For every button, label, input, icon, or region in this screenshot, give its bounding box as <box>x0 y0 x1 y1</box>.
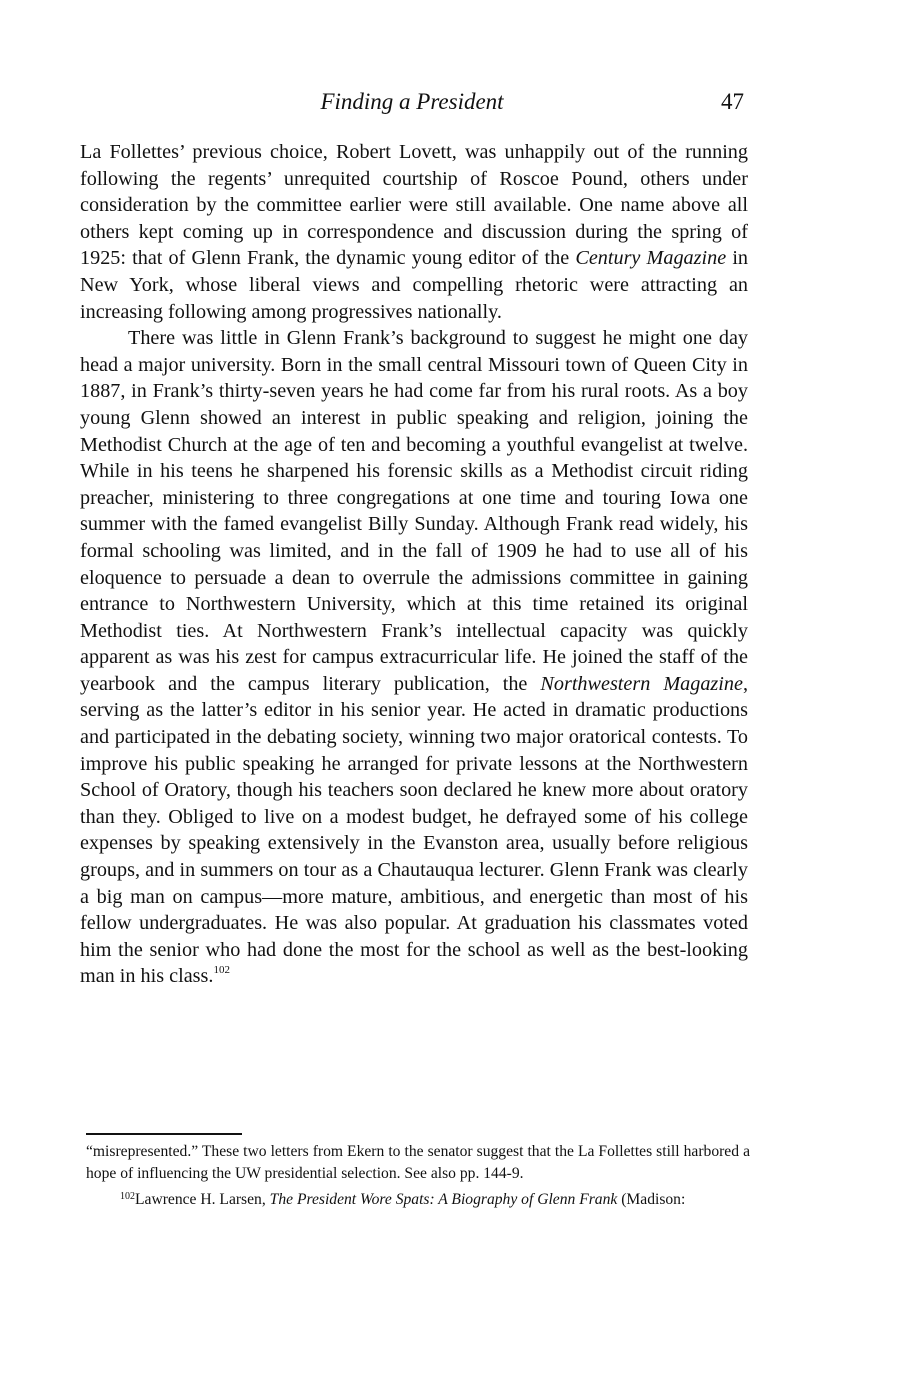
paragraph-1 <box>80 139 748 325</box>
body-text <box>80 139 748 990</box>
footnote-102 <box>86 1189 750 1211</box>
footnotes <box>86 1141 750 1211</box>
magazine-title-century: Century Magazine <box>575 247 727 270</box>
paragraph-1-end: in New York, whose liberal views and compelling rhetoric were attracting an increasing following among progressives nationally. <box>80 247 749 323</box>
running-title: Finding a President <box>320 89 504 114</box>
paragraph-2 <box>80 325 748 990</box>
footnote-102-book-title: The President Wore Spats: A Biography of Glenn Frank <box>269 1191 618 1208</box>
paragraph-2-text: There was little in Glenn Frank’s background to suggest he might one day head a major university. Born in the small central Missouri town of Queen City in 1887, in Frank’s thirty-seven years he had come far from his rural roots. As a boy young Glenn showed an interest in public speaking and religion, joining the Methodist Church at the age of ten and becoming a youthful evangelist at twelve. While in his teens he sharpened his forensic skills as a Methodist circuit riding preacher, ministering to three congregations at one time and touring Iowa one summer with the famed evangelist Billy Sunday. Although Frank read widely, his formal schooling was limited, and in the fall of 1909 he had to use all of his eloquence to persuade a dean to overrule the admissions committee in gaining entrance to Northwestern University, which at this time retained its original Methodist ties. At Northwestern Frank’s intellectual capacity was quickly apparent as was his zest for campus extracurricular life. He joined the staff of the yearbook and the campus literary publication, the <box>80 327 748 695</box>
paragraph-1-text: La Follettes’ previous choice, Robert Lovett, was unhappily out of the running following the regents’ unrequited courtship of Roscoe Pound, others under consideration by the committee earlier were still available. One name above all others kept coming up in correspondence and discussion during the spring of 1925: that of Glenn Frank, the dynamic young editor of the <box>80 141 748 270</box>
magazine-title-northwestern: Northwestern Magazine <box>540 672 743 695</box>
footnote-continued: “misrepresented.” These two letters from Ekern to the senator suggest that the La Follettes still harbored a hope of influencing the UW presidential selection. See also pp. 144-9. <box>86 1143 750 1182</box>
footnote-divider <box>86 1133 242 1135</box>
running-head <box>80 84 744 120</box>
paragraph-2-end: , serving as the latter’s editor in his senior year. He acted in dramatic productions and participated in the debating society, winning two major oratorical contests. To improve his public speaking he arranged for private lessons at the Northwestern School of Oratory, though his teachers soon declared he knew more about oratory than they. Obliged to live on a modest budget, he defrayed some of his college expenses by speaking extensively in the Evanston area, usually before religious groups, and in summers on tour as a Chautauqua lecturer. Glenn Frank was clearly a big man on campus—more mature, ambitious, and energetic than most of his fellow undergraduates. He was also popular. At graduation his classmates voted him the senior who had done the most for the school as well as the best-looking man in his class. <box>80 672 748 988</box>
footnote-reference-102: 102 <box>213 964 230 977</box>
page-number: 47 <box>721 89 744 114</box>
footnote-102-end: (Madison: <box>617 1191 686 1208</box>
footnote-102-text: Lawrence H. Larsen, <box>135 1191 270 1208</box>
footnote-number-102: 102 <box>120 1191 135 1202</box>
